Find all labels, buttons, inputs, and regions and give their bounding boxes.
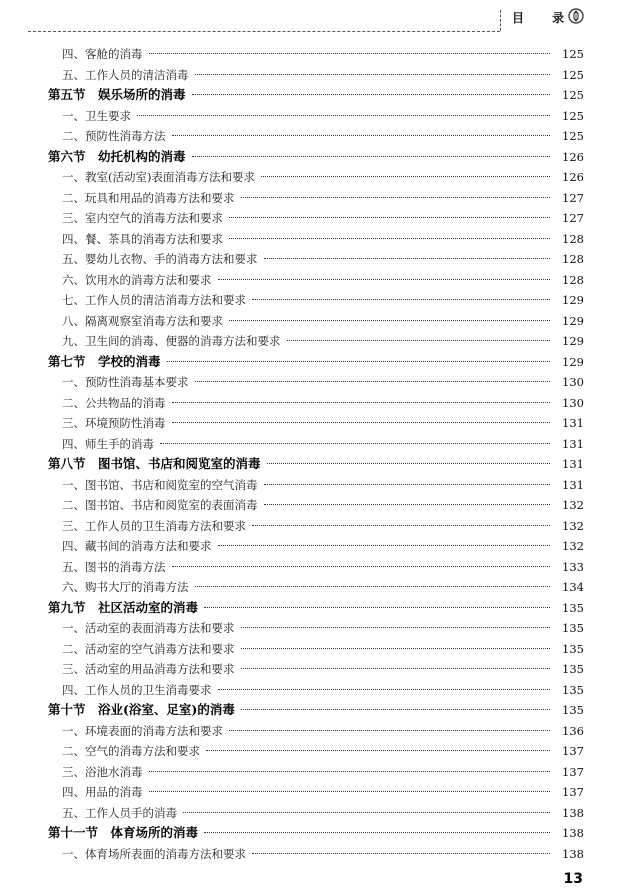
- dot-leader: [229, 238, 550, 239]
- toc-item-row[interactable]: [48, 659, 584, 680]
- toc-page-number: 129: [562, 313, 584, 328]
- page-number: 13: [563, 871, 583, 887]
- toc-page-number: 131: [562, 436, 584, 451]
- toc-item-row[interactable]: [48, 618, 584, 639]
- toc-item-row[interactable]: [48, 536, 584, 557]
- toc-item-row[interactable]: [48, 167, 584, 188]
- toc-entry-title: 第十一节 体育场所的消毒: [48, 825, 199, 840]
- toc-item-row[interactable]: [48, 372, 584, 393]
- toc-item-row[interactable]: [48, 208, 584, 229]
- toc-entry-title: 三、工作人员的卫生消毒方法和要求: [62, 518, 246, 533]
- toc-page-number: 138: [562, 826, 584, 840]
- toc-item-row[interactable]: [48, 106, 584, 127]
- toc-entry-title: 六、饮用水的消毒方法和要求: [62, 272, 212, 287]
- toc-item-row[interactable]: [48, 331, 584, 352]
- dot-leader: [252, 299, 550, 300]
- toc-page-number: 138: [562, 846, 584, 861]
- dot-leader: [192, 94, 550, 95]
- toc-item-row[interactable]: [48, 188, 584, 209]
- toc-item-row[interactable]: [48, 639, 584, 660]
- toc-page-number: 138: [562, 805, 584, 820]
- toc-section-row[interactable]: [48, 454, 584, 475]
- toc-item-row[interactable]: [48, 44, 584, 65]
- dot-leader: [218, 545, 551, 546]
- dot-leader: [264, 484, 551, 485]
- dot-leader: [287, 340, 551, 341]
- dot-leader: [192, 156, 550, 157]
- toc-item-row[interactable]: [48, 65, 584, 86]
- dot-leader: [218, 689, 551, 690]
- toc-item-row[interactable]: [48, 249, 584, 270]
- toc-entry-title: 四、藏书间的消毒方法和要求: [62, 539, 212, 553]
- toc-entry-title: 四、餐、茶具的消毒方法和要求: [62, 231, 223, 246]
- toc-page-number: 130: [562, 395, 584, 410]
- toc-entry-title: 二、玩具和用品的消毒方法和要求: [62, 190, 235, 205]
- toc-page-number: 135: [562, 682, 584, 697]
- leaf-emblem-icon: [568, 8, 584, 24]
- toc-entry-title: 一、预防性消毒基本要求: [62, 375, 189, 389]
- dot-leader: [252, 525, 550, 526]
- dot-leader: [195, 586, 551, 587]
- toc-page-number: 132: [562, 518, 584, 533]
- toc-page-number: 128: [562, 272, 584, 287]
- toc-entry-title: 二、活动室的空气消毒方法和要求: [62, 641, 235, 656]
- dot-leader: [241, 197, 551, 198]
- toc-entry-title: 四、用品的消毒: [62, 785, 143, 799]
- toc-entry-title: 第八节 图书馆、书店和阅览室的消毒: [48, 456, 261, 471]
- dot-leader: [204, 832, 550, 833]
- toc-entry-title: 九、卫生间的消毒、便器的消毒方法和要求: [62, 334, 281, 348]
- toc-page-number: 125: [562, 88, 584, 102]
- toc-page-number: 129: [562, 354, 584, 369]
- toc-item-row[interactable]: [48, 741, 584, 762]
- toc-section-row[interactable]: [48, 823, 584, 844]
- dot-leader: [204, 607, 550, 608]
- dot-leader: [267, 463, 550, 464]
- toc-page-number: 135: [562, 600, 584, 615]
- dot-leader: [172, 422, 551, 423]
- toc-page-number: 129: [562, 293, 584, 307]
- toc-item-row[interactable]: [48, 290, 584, 311]
- dot-leader: [167, 361, 550, 362]
- toc-entry-title: 五、工作人员的清洁消毒: [62, 67, 189, 82]
- toc-entry-title: 二、空气的消毒方法和要求: [62, 744, 200, 758]
- toc-entry-title: 二、图书馆、书店和阅览室的表面消毒: [62, 498, 258, 512]
- toc-entry-title: 五、工作人员手的消毒: [62, 805, 177, 820]
- toc-section-row[interactable]: [48, 85, 584, 106]
- dot-leader: [241, 627, 551, 628]
- dot-leader: [264, 258, 551, 259]
- toc-page-number: 135: [562, 662, 584, 676]
- toc-entry-title: 七、工作人员的清洁消毒方法和要求: [62, 293, 246, 307]
- dot-leader: [183, 812, 550, 813]
- dot-leader: [241, 709, 550, 710]
- toc-page-number: 136: [562, 723, 584, 738]
- dot-leader: [229, 217, 550, 218]
- toc-item-row[interactable]: [48, 557, 584, 578]
- toc-item-row[interactable]: [48, 721, 584, 742]
- toc-item-row[interactable]: [48, 762, 584, 783]
- toc-page-number: 125: [562, 108, 584, 123]
- toc-page-number: 128: [562, 252, 584, 266]
- toc-page-number: 125: [562, 47, 584, 61]
- dot-leader: [206, 750, 550, 751]
- toc-page-number: 137: [562, 764, 584, 779]
- toc-entry-title: 三、活动室的用品消毒方法和要求: [62, 662, 235, 676]
- toc-section-row[interactable]: [48, 147, 584, 168]
- toc-entry-title: 六、购书大厅的消毒方法: [62, 580, 189, 594]
- toc-item-row[interactable]: [48, 270, 584, 291]
- toc-page-number: 129: [562, 334, 584, 348]
- toc-section-row[interactable]: [48, 598, 584, 619]
- toc-entry-title: 第六节 幼托机构的消毒: [48, 148, 186, 164]
- toc-item-row[interactable]: [48, 577, 584, 598]
- toc-page-number: 130: [562, 375, 584, 389]
- toc-page-number: 137: [562, 785, 584, 799]
- toc-entry-title: 第九节 社区活动室的消毒: [48, 599, 199, 615]
- toc-page-number: 131: [562, 477, 584, 492]
- toc-page-number: 125: [562, 129, 584, 143]
- toc-page-number: 137: [562, 744, 584, 758]
- toc-page-number: 131: [562, 416, 584, 430]
- toc-item-row[interactable]: [48, 126, 584, 147]
- dot-leader: [241, 668, 551, 669]
- table-of-contents: [48, 44, 584, 864]
- toc-item-row[interactable]: [48, 516, 584, 537]
- toc-item-row[interactable]: [48, 413, 584, 434]
- toc-item-row[interactable]: [48, 495, 584, 516]
- toc-page-number: 134: [562, 580, 584, 594]
- toc-page-number: 128: [562, 231, 584, 246]
- toc-entry-title: 三、浴池水消毒: [62, 764, 143, 779]
- dot-leader: [160, 443, 550, 444]
- dot-leader: [172, 402, 551, 403]
- header-dashed-rule: [28, 31, 500, 32]
- toc-entry-title: 八、隔离观察室消毒方法和要求: [62, 313, 223, 328]
- toc-item-row[interactable]: [48, 844, 584, 865]
- toc-item-row[interactable]: [48, 393, 584, 414]
- dot-leader: [264, 504, 551, 505]
- toc-page-number: 133: [562, 559, 584, 574]
- toc-item-row[interactable]: [48, 803, 584, 824]
- dot-leader: [218, 279, 551, 280]
- toc-entry-title: 四、师生手的消毒: [62, 436, 154, 451]
- toc-entry-title: 二、预防性消毒方法: [62, 129, 166, 143]
- toc-entry-title: 五、婴幼儿衣物、手的消毒方法和要求: [62, 252, 258, 266]
- toc-entry-title: 一、图书馆、书店和阅览室的空气消毒: [62, 477, 258, 492]
- toc-entry-title: 一、教室(活动室)表面消毒方法和要求: [62, 170, 255, 184]
- toc-page-number: 131: [562, 457, 584, 471]
- dot-leader: [137, 115, 550, 116]
- toc-entry-title: 三、室内空气的消毒方法和要求: [62, 211, 223, 225]
- toc-section-row[interactable]: [48, 700, 584, 721]
- toc-item-row[interactable]: [48, 475, 584, 496]
- toc-page-number: 135: [562, 641, 584, 656]
- toc-entry-title: 三、环境预防性消毒: [62, 416, 166, 430]
- toc-item-row[interactable]: [48, 311, 584, 332]
- dot-leader: [149, 771, 551, 772]
- dot-leader: [229, 320, 550, 321]
- toc-entry-title: 一、卫生要求: [62, 108, 131, 123]
- toc-page-number: 132: [562, 498, 584, 512]
- header-title: 目 录: [512, 11, 577, 25]
- toc-entry-title: 一、活动室的表面消毒方法和要求: [62, 621, 235, 635]
- toc-page-number: 126: [562, 149, 584, 164]
- dot-leader: [261, 176, 550, 177]
- toc-item-row[interactable]: [48, 434, 584, 455]
- toc-page-number: 125: [562, 67, 584, 82]
- toc-entry-title: 第五节 娱乐场所的消毒: [48, 87, 186, 102]
- running-header: [0, 0, 641, 38]
- dot-leader: [172, 135, 551, 136]
- toc-page-number: 127: [562, 190, 584, 205]
- dot-leader: [229, 730, 550, 731]
- toc-item-row[interactable]: [48, 229, 584, 250]
- toc-entry-title: 四、客舱的消毒: [62, 47, 143, 61]
- toc-page-number: 132: [562, 539, 584, 553]
- toc-entry-title: 第十节 浴业(浴室、足室)的消毒: [48, 702, 235, 717]
- toc-page-number: 135: [562, 703, 584, 717]
- toc-entry-title: 二、公共物品的消毒: [62, 395, 166, 410]
- dot-leader: [149, 791, 551, 792]
- dot-leader: [195, 381, 551, 382]
- toc-page-number: 127: [562, 211, 584, 225]
- toc-page-number: 126: [562, 170, 584, 184]
- toc-item-row[interactable]: [48, 680, 584, 701]
- dot-leader: [241, 648, 551, 649]
- dot-leader: [195, 74, 551, 75]
- toc-section-row[interactable]: [48, 352, 584, 373]
- dot-leader: [149, 53, 551, 54]
- toc-item-row[interactable]: [48, 782, 584, 803]
- dot-leader: [252, 853, 550, 854]
- toc-entry-title: 一、环境表面的消毒方法和要求: [62, 723, 223, 738]
- header-dashed-divider: [500, 10, 502, 31]
- toc-page-number: 135: [562, 621, 584, 635]
- dot-leader: [172, 566, 551, 567]
- toc-entry-title: 一、体育场所表面的消毒方法和要求: [62, 846, 246, 861]
- toc-entry-title: 四、工作人员的卫生消毒要求: [62, 682, 212, 697]
- toc-entry-title: 第七节 学校的消毒: [48, 353, 161, 369]
- toc-entry-title: 五、图书的消毒方法: [62, 559, 166, 574]
